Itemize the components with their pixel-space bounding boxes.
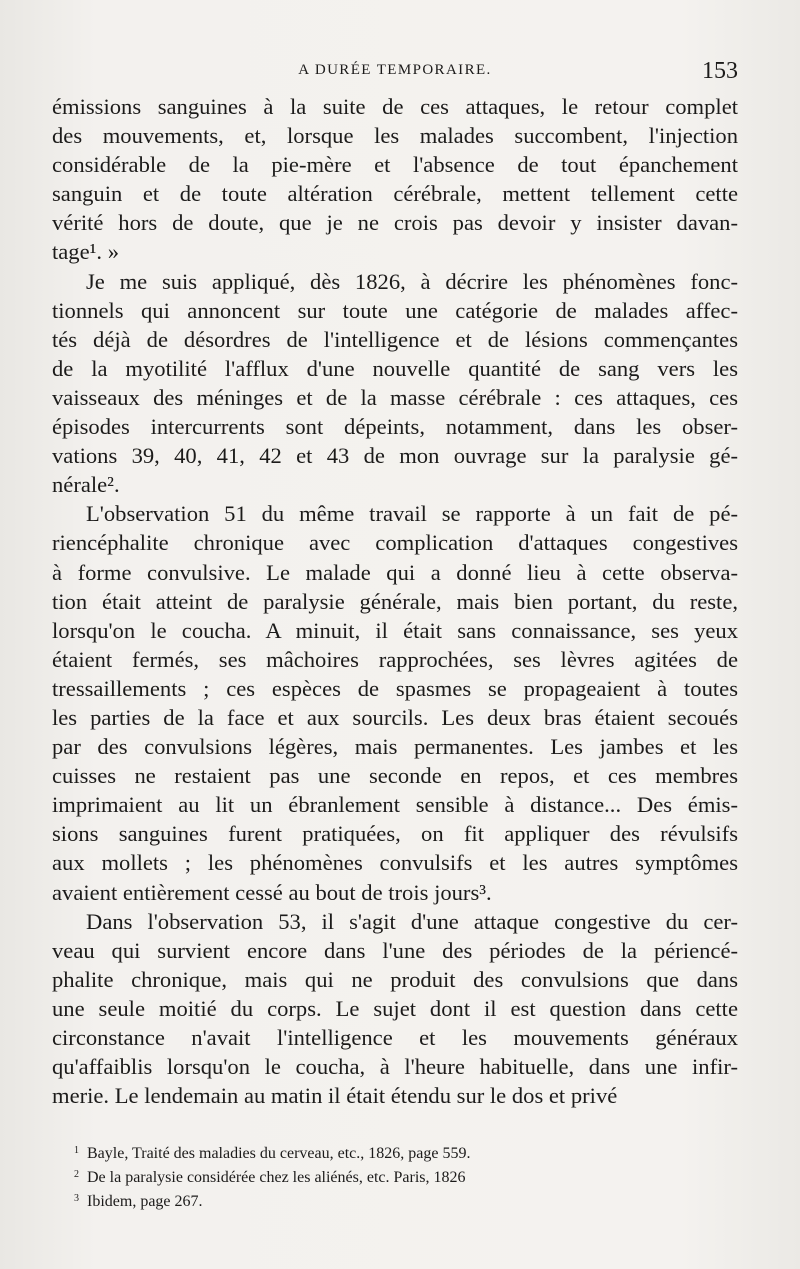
running-head: A DURÉE TEMPORAIRE.	[298, 62, 492, 78]
paragraph	[52, 499, 738, 906]
text-line: étaient fermés, ses mâchoires rapprochées, ses lèvres agitées de	[52, 646, 738, 672]
text-line: circonstance n'avait l'intelligence et les mouvements généraux	[52, 1025, 738, 1050]
text-line: imprimaient au lit un ébranlement sensible à distance... Des émis-	[52, 792, 738, 818]
text-line: avaient entièrement cessé au bout de trois jours³.	[52, 879, 492, 905]
text-line: merie. Le lendemain au matin il était étendu sur le dos et privé	[52, 1083, 618, 1109]
text-line: sanguin et de toute altération cérébrale, mettent tellement cette	[52, 181, 738, 207]
paragraph	[52, 907, 738, 1111]
text-line: tressaillements ; ces espèces de spasmes se propageaient à toutes	[52, 675, 738, 701]
text-line: vérité hors de doute, que je ne crois pas devoir y insister davan-	[52, 210, 738, 236]
page-number: 153	[702, 58, 738, 84]
text-line: nérale².	[52, 472, 120, 498]
text-line: sions sanguines furent pratiquées, on fit appliquer des révulsifs	[52, 821, 738, 847]
footnote-text: Ibidem, page 267.	[87, 1193, 203, 1210]
text-line: de la myotilité l'afflux d'une nouvelle quantité de sang vers les	[52, 355, 738, 381]
text-line: par des convulsions légères, mais permanentes. Les jambes et les	[52, 734, 738, 760]
text-line: Je me suis appliqué, dès 1826, à décrire les phénomènes fonc-	[86, 268, 738, 294]
footnote	[74, 1188, 634, 1212]
text-line: les parties de la face et aux sourcils. Les deux bras étaient secoués	[52, 704, 738, 730]
footnote	[74, 1140, 634, 1164]
text-line: des mouvements, et, lorsque les malades succombent, l'injection	[52, 123, 738, 149]
footnote-text: Bayle, Traité des maladies du cerveau, etc., 1826, page 559.	[87, 1145, 471, 1162]
text-line: vaisseaux des méninges et de la masse cérébrale : ces attaques, ces	[52, 384, 738, 410]
footnotes	[74, 1140, 634, 1212]
text-line: qu'affaiblis lorsqu'on le coucha, à l'heure habituelle, dans une infir-	[52, 1054, 738, 1080]
text-line: tionnels qui annoncent sur toute une catégorie de malades affec-	[52, 297, 738, 323]
text-line: tage¹. »	[52, 239, 119, 265]
text-line: phalite chronique, mais qui ne produit des convulsions que dans	[52, 966, 738, 992]
text-line: L'observation 51 du même travail se rapporte à un fait de pé-	[86, 501, 738, 527]
footnote-number: 3	[74, 1193, 79, 1204]
page-header	[52, 58, 738, 88]
text-line: riencéphalite chronique avec complication d'attaques congestives	[52, 530, 738, 556]
text-line: vations 39, 40, 41, 42 et 43 de mon ouvrage sur la paralysie gé-	[52, 443, 738, 469]
text-line: une seule moitié du corps. Le sujet dont il est question dans cette	[52, 995, 738, 1021]
paragraph	[52, 267, 738, 500]
text-line: cuisses ne restaient pas une seconde en repos, et ces membres	[52, 763, 738, 789]
text-line: à forme convulsive. Le malade qui a donné lieu à cette observa-	[52, 559, 738, 585]
text-line: émissions sanguines à la suite de ces attaques, le retour complet	[52, 94, 738, 119]
footnote-number: 2	[74, 1169, 79, 1180]
text-line: veau qui survient encore dans l'une des périodes de la périencé-	[52, 937, 738, 963]
text-line: considérable de la pie-mère et l'absence de tout épanchement	[52, 152, 738, 178]
text-line: épisodes intercurrents sont dépeints, notamment, dans les obser-	[52, 414, 738, 440]
footnote-number: 1	[74, 1145, 79, 1156]
text-line: lorsqu'on le coucha. A minuit, il était sans connaissance, ses yeux	[52, 617, 738, 643]
paragraph	[52, 92, 738, 267]
text-line: tion était atteint de paralysie générale, mais bien portant, du reste,	[52, 588, 738, 614]
text-line: tés déjà de désordres de l'intelligence et de lésions commençantes	[52, 326, 738, 352]
text-line: aux mollets ; les phénomènes convulsifs et les autres symptômes	[52, 850, 738, 876]
footnote-text: De la paralysie considérée chez les aliénés, etc. Paris, 1826	[87, 1169, 466, 1186]
footnote	[74, 1164, 634, 1188]
body-text	[52, 92, 738, 1110]
text-line: Dans l'observation 53, il s'agit d'une attaque congestive du cer-	[86, 908, 738, 934]
